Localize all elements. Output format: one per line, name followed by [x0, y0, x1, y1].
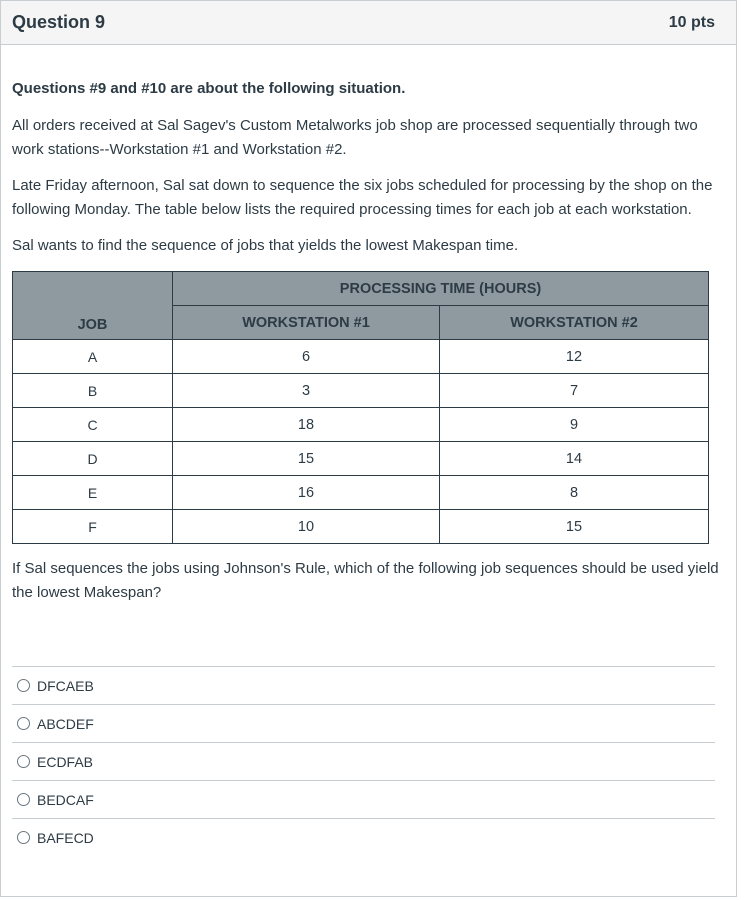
radio-button[interactable] [17, 717, 30, 730]
job-cell: C [13, 408, 173, 442]
question-points: 10 pts [668, 13, 715, 31]
table-row [13, 374, 709, 408]
answer-option[interactable] [12, 818, 715, 856]
radio-button[interactable] [17, 793, 30, 806]
question-title: Question 9 [12, 12, 106, 32]
answer-label: BEDCAF [37, 791, 94, 808]
job-cell: E [13, 476, 173, 510]
radio-button[interactable] [17, 831, 30, 844]
answer-label: ABCDEF [37, 715, 94, 732]
table-row [13, 340, 709, 374]
answer-option[interactable] [12, 780, 715, 818]
job-cell: B [13, 374, 173, 408]
answer-option[interactable] [12, 666, 715, 704]
ws1-cell: 15 [173, 442, 440, 476]
table-row [13, 408, 709, 442]
radio-button[interactable] [17, 679, 30, 692]
paragraph-2: Late Friday afternoon, Sal sat down to sequence the six jobs scheduled for processing by the shop on the following Monday. The table below lists the required processing times for each job at each workstation. [12, 177, 713, 218]
paragraph-3: Sal wants to find the sequence of jobs that yields the lowest Makespan time. [12, 237, 519, 254]
job-cell: A [13, 340, 173, 374]
ws1-cell: 6 [173, 340, 440, 374]
ws1-cell: 10 [173, 510, 440, 544]
radio-button[interactable] [17, 755, 30, 768]
question-header [1, 1, 736, 45]
job-cell: F [13, 510, 173, 544]
job-header: JOB [13, 272, 173, 340]
processing-time-header: PROCESSING TIME (HOURS) [173, 272, 709, 306]
ws2-cell: 9 [440, 408, 709, 442]
ws2-cell: 7 [440, 374, 709, 408]
answer-option[interactable] [12, 742, 715, 780]
ws1-cell: 18 [173, 408, 440, 442]
processing-time-table [12, 271, 709, 544]
ws2-cell: 14 [440, 442, 709, 476]
job-cell: D [13, 442, 173, 476]
table-row [13, 510, 709, 544]
answer-label: BAFECD [37, 829, 94, 846]
question-prompt: If Sal sequences the jobs using Johnson's Rule, which of the following job sequences should be used yield the lowest Makespan? [12, 560, 719, 601]
workstation-1-header: WORKSTATION #1 [173, 306, 440, 340]
workstation-2-header: WORKSTATION #2 [440, 306, 709, 340]
table-row [13, 476, 709, 510]
ws2-cell: 8 [440, 476, 709, 510]
answer-label: ECDFAB [37, 753, 94, 770]
ws1-cell: 3 [173, 374, 440, 408]
table-row [13, 442, 709, 476]
question-body [1, 78, 736, 856]
answer-list [12, 666, 715, 856]
ws1-cell: 16 [173, 476, 440, 510]
answer-label: DFCAEB [37, 677, 94, 694]
lead-text: Questions #9 and #10 are about the following situation. [12, 80, 406, 97]
paragraph-1: All orders received at Sal Sagev's Custom Metalworks job shop are processed sequentially through two work stations--Workstation #1 and Workstation #2. [12, 117, 698, 158]
answer-option[interactable] [12, 704, 715, 742]
ws2-cell: 12 [440, 340, 709, 374]
ws2-cell: 15 [440, 510, 709, 544]
